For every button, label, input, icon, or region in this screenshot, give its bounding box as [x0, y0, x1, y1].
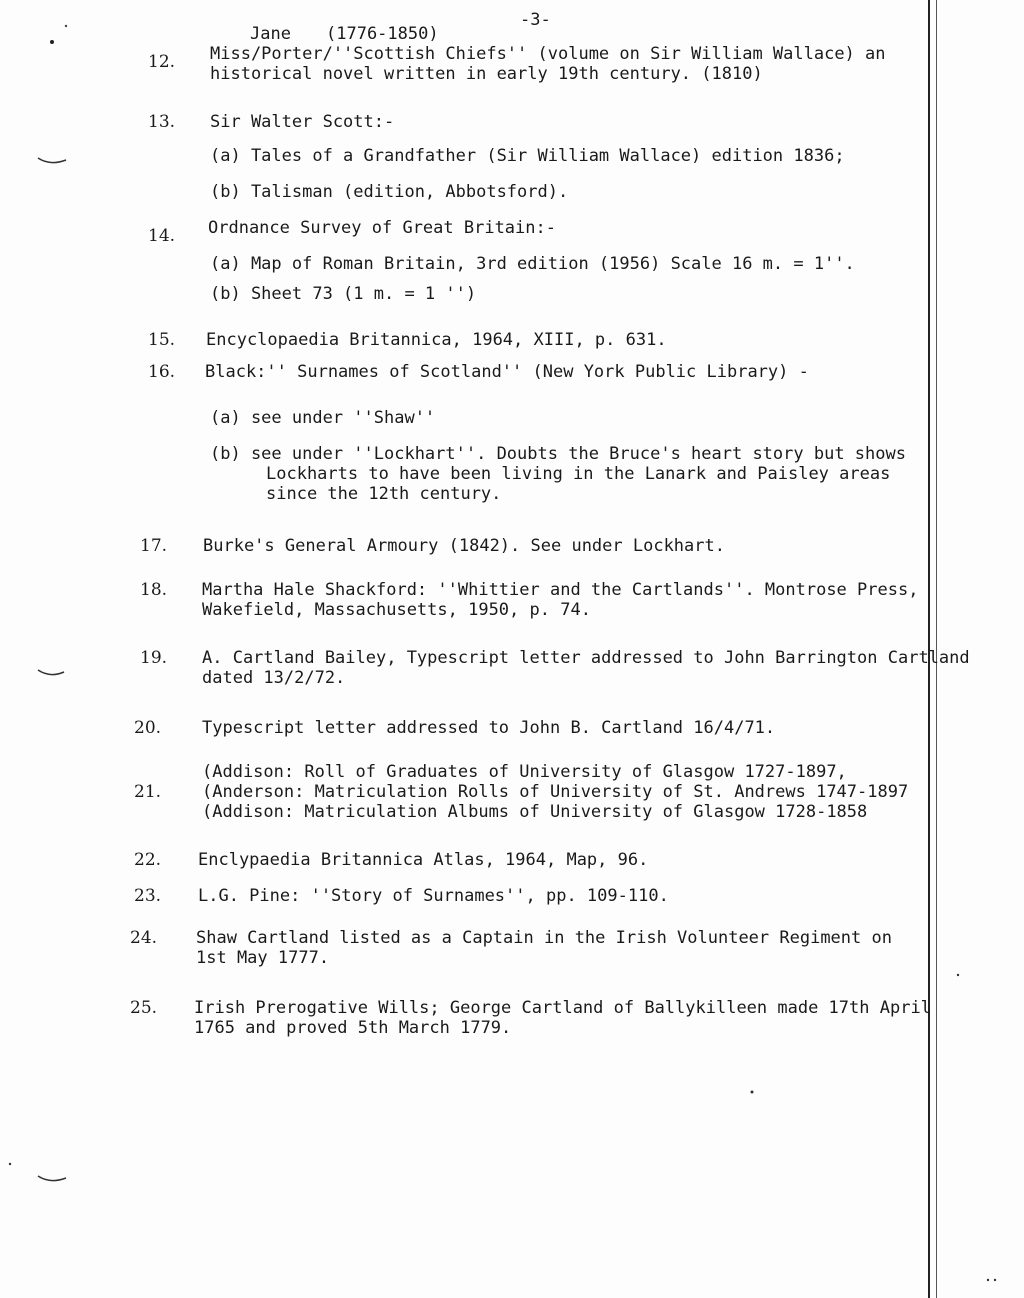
entry-number: 15. — [148, 330, 176, 350]
entry-line: Encyclopaedia Britannica, 1964, XIII, p. 631. — [206, 330, 667, 350]
entry-line: 1st May 1777. — [196, 948, 330, 968]
entry-number: 22. — [134, 850, 162, 870]
entry-line: Lockharts to have been living in the Lanark and Paisley areas — [266, 464, 891, 484]
entry-line: Enclypaedia Britannica Atlas, 1964, Map, 96. — [198, 850, 649, 870]
entry-line: Miss/Porter/''Scottish Chiefs'' (volume on Sir William Wallace) an — [210, 44, 886, 64]
entry-line: (a) see under ''Shaw'' — [210, 408, 436, 428]
entry-number: 13. — [148, 112, 176, 132]
entry-line: since the 12th century. — [266, 484, 502, 504]
entry-number: 14. — [148, 226, 176, 246]
entry-line: dated 13/2/72. — [202, 668, 346, 688]
entry-number: 20. — [134, 718, 162, 738]
entry-number: 25. — [130, 998, 158, 1018]
entry-line: Typescript letter addressed to John B. Cartland 16/4/71. — [202, 718, 776, 738]
entry-line: (b) see under ''Lockhart''. Doubts the Bruce's heart story but shows — [210, 444, 906, 464]
entry-line: (Addison: Roll of Graduates of University of Glasgow 1727-1897, — [202, 762, 847, 782]
entry-number: 12. — [148, 52, 176, 72]
entry-line: Sir Walter Scott:- — [210, 112, 395, 132]
entry-number: 19. — [140, 648, 168, 668]
entry-number: 16. — [148, 362, 176, 382]
entry-line: (Addison: Matriculation Albums of University of Glasgow 1728-1858 — [202, 802, 868, 822]
entry-line: Martha Hale Shackford: ''Whittier and the Cartlands''. Montrose Press, — [202, 580, 919, 600]
entry-line: historical novel written in early 19th century. (1810) — [210, 64, 763, 84]
entry-line: Black:'' Surnames of Scotland'' (New York Public Library) - — [205, 362, 809, 382]
entry-number: 21. — [134, 782, 162, 802]
header-name: Jane — [250, 24, 291, 44]
entry-line: A. Cartland Bailey, Typescript letter addressed to John Barrington Cartland — [202, 648, 970, 668]
entry-line: (b) Talisman (edition, Abbotsford). — [210, 182, 569, 202]
entry-line: Shaw Cartland listed as a Captain in the Irish Volunteer Regiment on — [196, 928, 892, 948]
header-years: (1776-1850) — [326, 24, 439, 44]
entry-line: (a) Map of Roman Britain, 3rd edition (1956) Scale 16 m. = 1''. — [210, 254, 855, 274]
entry-number: 18. — [140, 580, 168, 600]
entry-line: Wakefield, Massachusetts, 1950, p. 74. — [202, 600, 591, 620]
page-number: -3- — [520, 10, 551, 30]
entry-number: 24. — [130, 928, 158, 948]
entry-line: (b) Sheet 73 (1 m. = 1 '') — [210, 284, 477, 304]
entry-line: Ordnance Survey of Great Britain:- — [208, 218, 556, 238]
entry-line: Burke's General Armoury (1842). See under Lockhart. — [203, 536, 725, 556]
entry-line: L.G. Pine: ''Story of Surnames'', pp. 109-110. — [198, 886, 669, 906]
entry-line: (Anderson: Matriculation Rolls of University of St. Andrews 1747-1897 — [202, 782, 909, 802]
entry-number: 17. — [140, 536, 168, 556]
entry-number: 23. — [134, 886, 162, 906]
entry-line: 1765 and proved 5th March 1779. — [194, 1018, 512, 1038]
entry-line: Irish Prerogative Wills; George Cartland of Ballykilleen made 17th April — [194, 998, 931, 1018]
entry-line: (a) Tales of a Grandfather (Sir William Wallace) edition 1836; — [210, 146, 845, 166]
